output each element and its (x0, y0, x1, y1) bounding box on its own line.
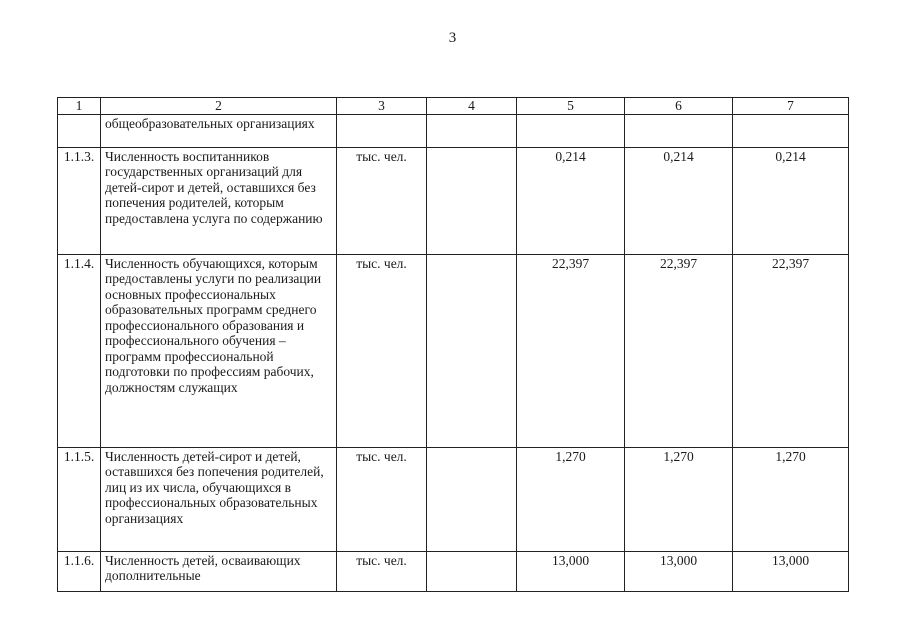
data-table (57, 97, 849, 592)
row-number (58, 114, 101, 147)
table-row (58, 447, 849, 551)
table-row (58, 254, 849, 447)
header-cell: 1 (58, 98, 101, 115)
row-description: Численность воспитанников государственных организаций для детей-сирот и детей, оставшихся без попечения родителей, которым предоставлена услуга по содержанию (101, 147, 337, 254)
row-unit: тыс. чел. (337, 147, 427, 254)
row-col7 (733, 114, 849, 147)
row-col6 (625, 114, 733, 147)
header-cell: 6 (625, 98, 733, 115)
table-row (58, 147, 849, 254)
row-col7: 0,214 (733, 147, 849, 254)
row-number: 1.1.3. (58, 147, 101, 254)
row-col4 (427, 114, 517, 147)
page-number: 3 (448, 30, 457, 46)
row-col4 (427, 147, 517, 254)
header-cell: 7 (733, 98, 849, 115)
row-unit: тыс. чел. (337, 254, 427, 447)
row-col6: 0,214 (625, 147, 733, 254)
header-cell: 5 (517, 98, 625, 115)
row-col4 (427, 254, 517, 447)
row-col5: 1,270 (517, 447, 625, 551)
row-col7: 13,000 (733, 551, 849, 591)
row-col5: 13,000 (517, 551, 625, 591)
header-cell: 4 (427, 98, 517, 115)
row-number: 1.1.5. (58, 447, 101, 551)
row-number: 1.1.4. (58, 254, 101, 447)
row-unit: тыс. чел. (337, 551, 427, 591)
row-description: Численность детей, осваивающих дополнительные (101, 551, 337, 591)
row-col6: 13,000 (625, 551, 733, 591)
row-col5 (517, 114, 625, 147)
row-description: Численность обучающихся, которым предоставлены услуги по реализации основных профессиональных образовательных программ среднего профессионального образования и профессионального обучения – программ профессиональной подготовки по профессиям рабочих, должностям служащих (101, 254, 337, 447)
header-cell: 3 (337, 98, 427, 115)
row-col7: 1,270 (733, 447, 849, 551)
row-col7: 22,397 (733, 254, 849, 447)
row-description: общеобразовательных организациях (101, 114, 337, 147)
row-col4 (427, 447, 517, 551)
row-unit (337, 114, 427, 147)
row-col4 (427, 551, 517, 591)
row-col5: 22,397 (517, 254, 625, 447)
row-description: Численность детей-сирот и детей, оставшихся без попечения родителей, лиц из их числа, обучающихся в профессиональных образовательных организациях (101, 447, 337, 551)
row-col6: 22,397 (625, 254, 733, 447)
row-unit: тыс. чел. (337, 447, 427, 551)
table-row (58, 551, 849, 591)
row-col6: 1,270 (625, 447, 733, 551)
header-cell: 2 (101, 98, 337, 115)
row-col5: 0,214 (517, 147, 625, 254)
header-row (58, 98, 849, 115)
row-number: 1.1.6. (58, 551, 101, 591)
table-row (58, 114, 849, 147)
